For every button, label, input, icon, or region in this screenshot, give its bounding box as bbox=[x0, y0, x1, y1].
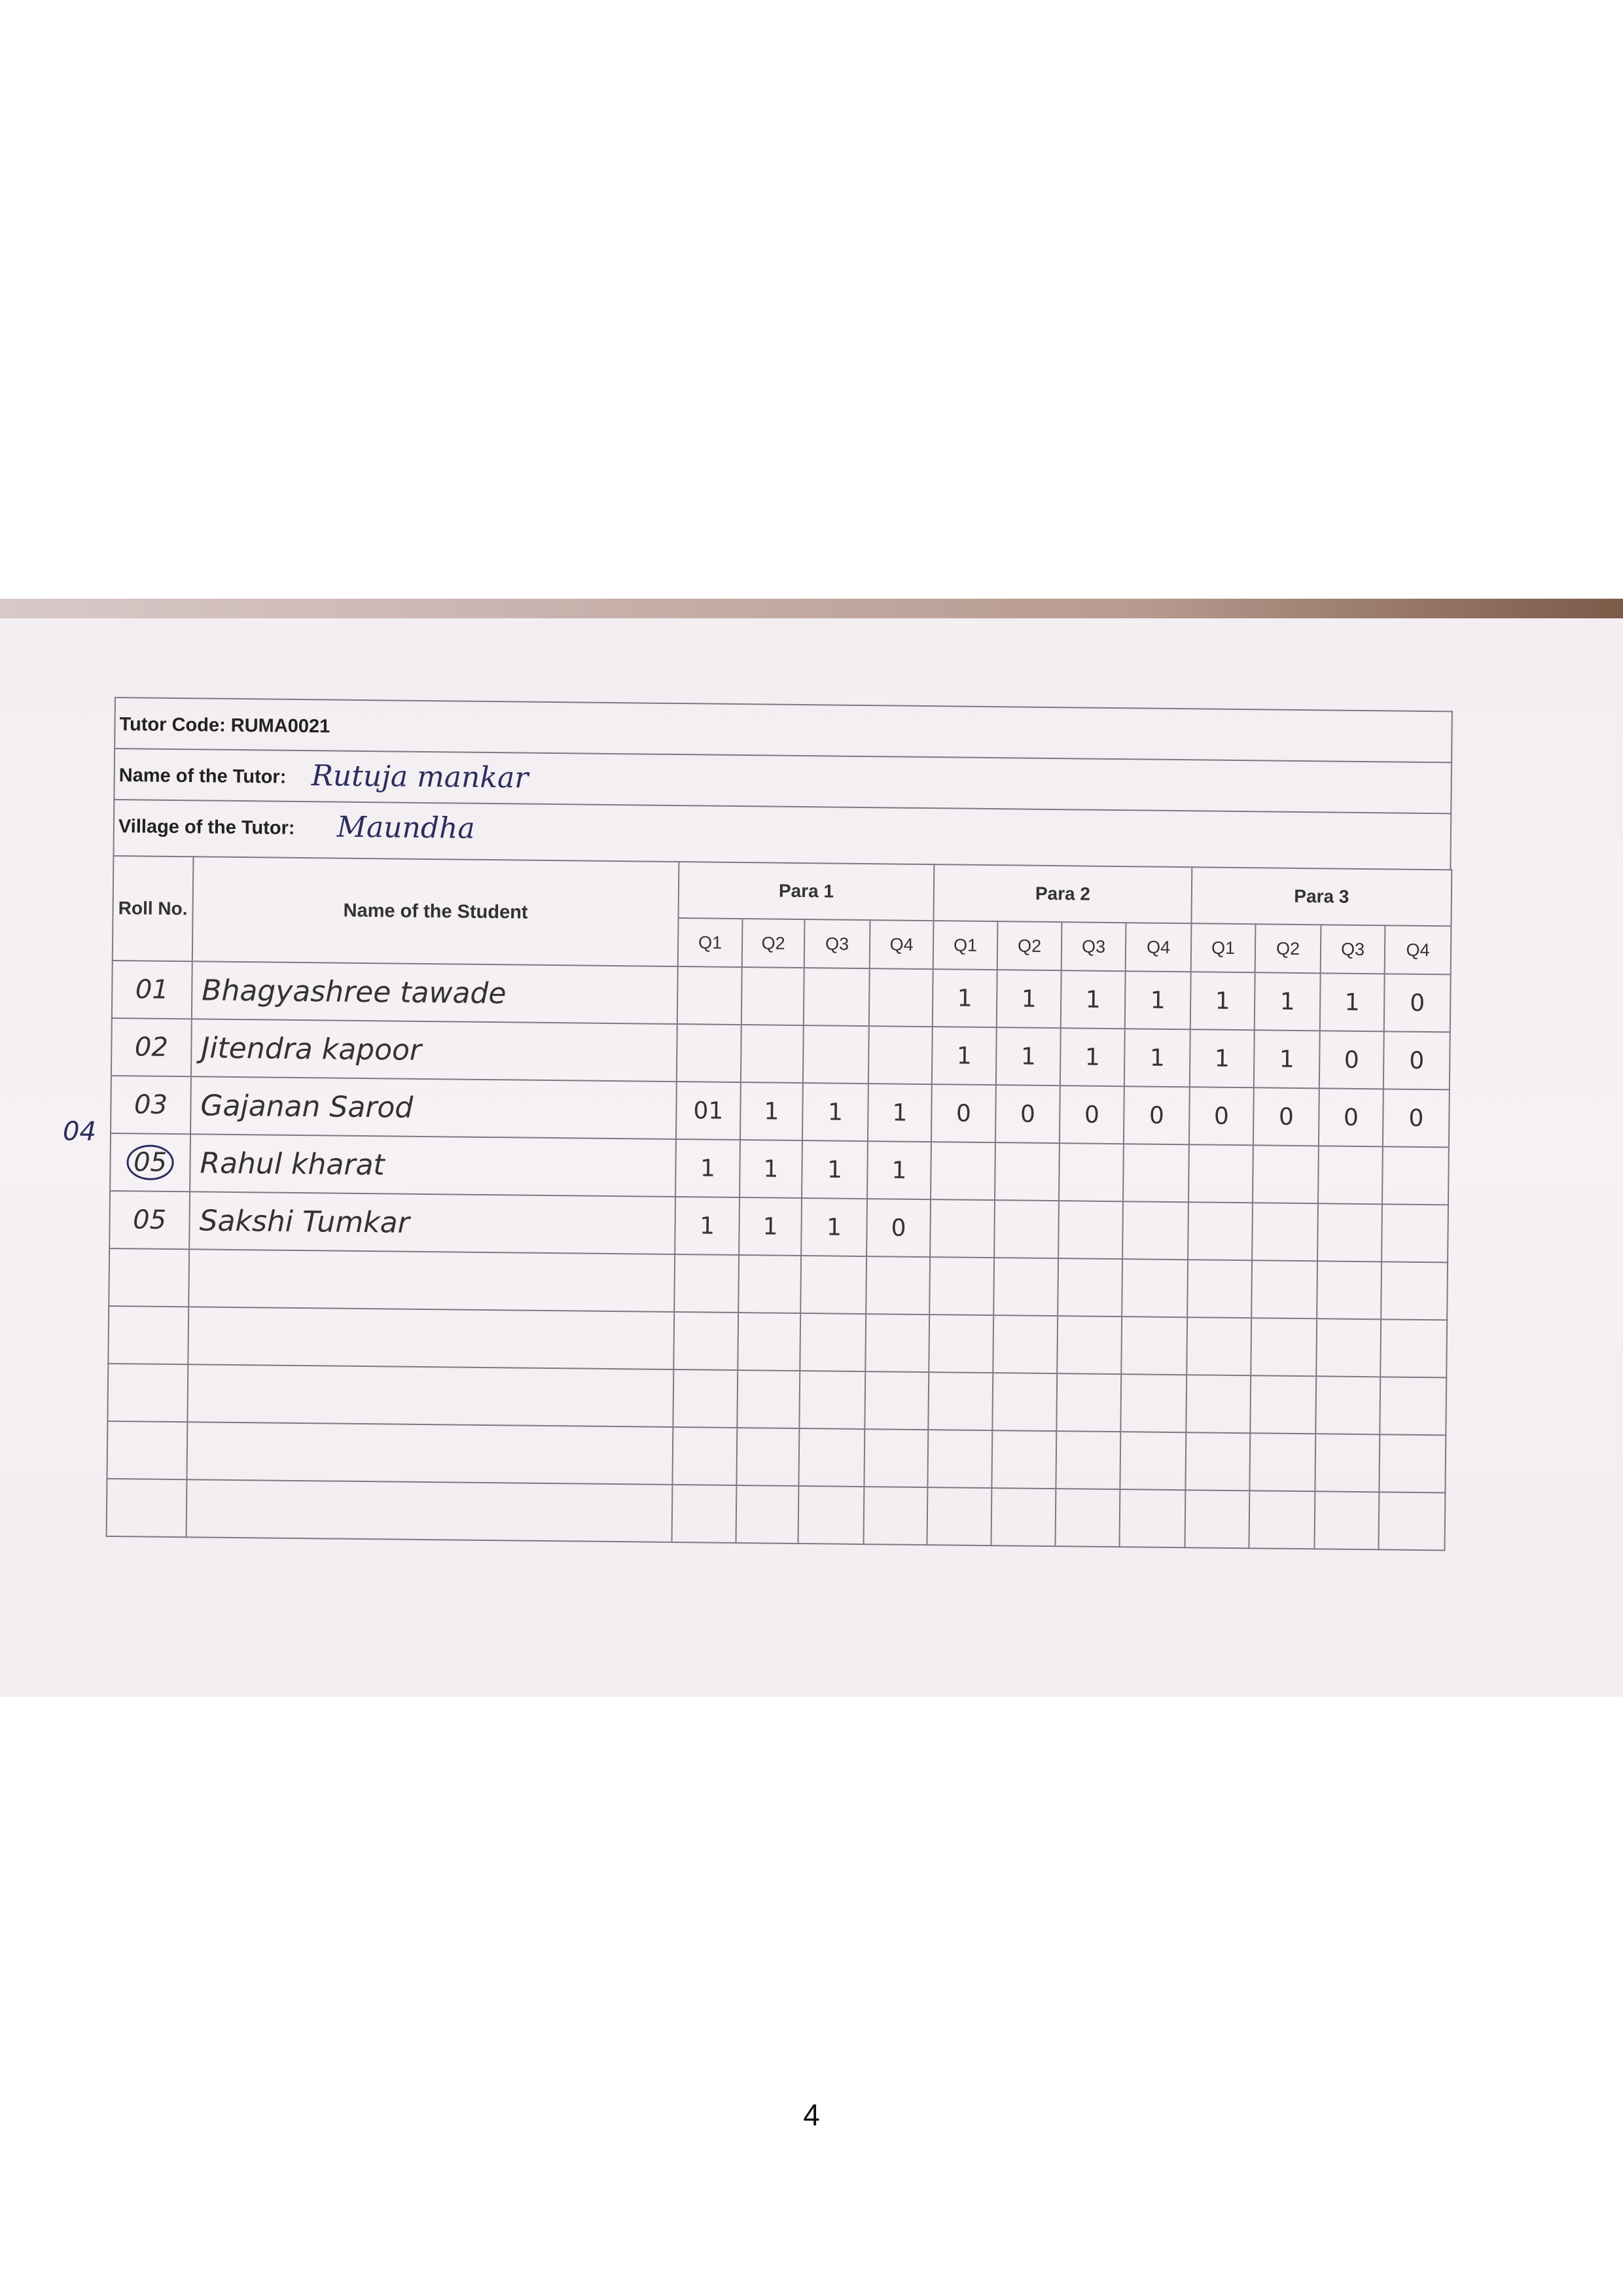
empty-cell bbox=[1120, 1374, 1186, 1432]
mark-cell bbox=[677, 966, 742, 1025]
empty-cell bbox=[866, 1256, 930, 1315]
empty-cell bbox=[736, 1485, 799, 1544]
mark-cell: 1 bbox=[802, 1140, 868, 1199]
empty-cell bbox=[800, 1256, 866, 1314]
empty-cell bbox=[991, 1430, 1056, 1489]
mark-cell: 0 bbox=[866, 1199, 931, 1257]
name-header: Name of the Student bbox=[192, 857, 679, 966]
village-value: Maundha bbox=[336, 810, 475, 845]
empty-cell bbox=[187, 1479, 673, 1542]
mark-cell: 0 bbox=[1383, 1089, 1450, 1147]
mark-cell bbox=[1059, 1143, 1124, 1201]
mark-cell: 1 bbox=[1124, 1029, 1190, 1087]
mark-cell bbox=[1318, 1146, 1383, 1204]
mark-cell: 1 bbox=[1254, 1030, 1320, 1088]
empty-cell bbox=[929, 1315, 993, 1373]
roll-number bbox=[112, 961, 192, 1019]
question-header: Q1 bbox=[678, 918, 743, 967]
mark-cell: 0 bbox=[1383, 1031, 1450, 1089]
page-number: 4 bbox=[803, 2098, 820, 2132]
empty-cell bbox=[929, 1257, 994, 1315]
para-3-header: Para 3 bbox=[1191, 867, 1452, 926]
empty-cell bbox=[188, 1249, 675, 1312]
mark-cell: 1 bbox=[740, 1140, 802, 1198]
scanned-photo bbox=[0, 599, 1623, 1697]
empty-cell bbox=[865, 1314, 929, 1372]
tutor-code-label: Tutor Code: RUMA0021 bbox=[119, 714, 330, 737]
question-header: Q2 bbox=[1255, 924, 1321, 973]
mark-cell bbox=[995, 1142, 1060, 1201]
empty-cell bbox=[736, 1428, 799, 1486]
empty-cell bbox=[1250, 1375, 1316, 1434]
empty-cell bbox=[1315, 1376, 1380, 1434]
empty-cell bbox=[108, 1306, 188, 1364]
tutor-name-value: Rutuja mankar bbox=[311, 759, 529, 795]
mark-cell bbox=[931, 1142, 995, 1200]
roll-number-value: 01 bbox=[135, 974, 169, 1005]
empty-cell bbox=[109, 1248, 189, 1307]
question-header: Q4 bbox=[870, 920, 934, 969]
empty-cell bbox=[1185, 1490, 1250, 1548]
question-header: Q1 bbox=[933, 921, 998, 970]
marks-table bbox=[106, 855, 1453, 1551]
mark-cell: 1 bbox=[996, 1027, 1061, 1086]
empty-cell bbox=[1056, 1431, 1120, 1489]
mark-cell: 0 bbox=[1319, 1031, 1384, 1089]
empty-cell bbox=[1119, 1489, 1185, 1547]
empty-cell bbox=[864, 1429, 928, 1487]
roll-number-value: 03 bbox=[134, 1089, 168, 1120]
empty-cell bbox=[1317, 1261, 1382, 1319]
mark-cell bbox=[1123, 1144, 1189, 1202]
para-2-header: Para 2 bbox=[934, 864, 1192, 923]
empty-cell bbox=[107, 1421, 187, 1479]
question-header: Q4 bbox=[1385, 925, 1452, 974]
empty-cell bbox=[928, 1372, 993, 1430]
empty-cell bbox=[1058, 1258, 1122, 1316]
mark-cell bbox=[741, 967, 804, 1025]
empty-cell bbox=[927, 1430, 992, 1488]
empty-cell bbox=[673, 1369, 738, 1428]
mark-cell bbox=[1188, 1144, 1253, 1203]
mark-cell bbox=[1188, 1202, 1253, 1260]
mark-cell bbox=[1122, 1201, 1188, 1260]
empty-cell bbox=[738, 1255, 801, 1313]
empty-cell bbox=[1379, 1434, 1446, 1492]
empty-cell bbox=[1251, 1318, 1317, 1376]
question-header: Q1 bbox=[1191, 923, 1256, 972]
mark-cell: 1 bbox=[1125, 971, 1191, 1029]
empty-cell bbox=[1381, 1262, 1448, 1320]
student-name: Jitendra kapoor bbox=[191, 1019, 677, 1082]
empty-cell bbox=[673, 1312, 738, 1370]
mark-cell bbox=[1253, 1145, 1319, 1203]
student-name: Sakshi Tumkar bbox=[189, 1192, 675, 1254]
mark-cell: 1 bbox=[933, 969, 997, 1027]
mark-cell: 1 bbox=[675, 1197, 740, 1255]
mark-cell bbox=[1252, 1203, 1318, 1261]
mark-cell: 1 bbox=[1061, 970, 1126, 1029]
question-header: Q4 bbox=[1126, 923, 1192, 972]
empty-cell bbox=[865, 1371, 929, 1430]
roll-number-value: 05 bbox=[126, 1144, 174, 1180]
mark-cell: 0 bbox=[1253, 1087, 1319, 1146]
mark-cell: 1 bbox=[1320, 973, 1385, 1031]
empty-cell bbox=[737, 1370, 800, 1428]
empty-cell bbox=[738, 1313, 800, 1371]
student-name: Rahul kharat bbox=[190, 1134, 676, 1197]
mark-cell bbox=[1382, 1204, 1448, 1262]
mark-cell bbox=[1058, 1201, 1123, 1259]
empty-cell bbox=[1314, 1491, 1379, 1549]
mark-cell: 1 bbox=[932, 1027, 997, 1085]
mark-cell: 1 bbox=[802, 1083, 868, 1141]
empty-cell bbox=[1057, 1316, 1122, 1374]
mark-cell: 1 bbox=[739, 1197, 802, 1256]
mark-cell bbox=[994, 1200, 1059, 1258]
empty-cell bbox=[107, 1479, 187, 1537]
mark-cell: 1 bbox=[1255, 972, 1321, 1031]
empty-cell bbox=[993, 1315, 1058, 1373]
mark-cell: 0 bbox=[1319, 1088, 1383, 1146]
empty-cell bbox=[187, 1422, 673, 1485]
mark-cell: 0 bbox=[1189, 1087, 1254, 1145]
empty-cell bbox=[1315, 1434, 1380, 1492]
mark-cell bbox=[803, 1025, 869, 1084]
empty-cell bbox=[187, 1364, 673, 1427]
empty-cell bbox=[992, 1373, 1057, 1431]
empty-cell bbox=[1380, 1319, 1447, 1377]
empty-cell bbox=[1186, 1375, 1251, 1433]
mark-cell: 1 bbox=[1060, 1028, 1125, 1086]
mark-cell: 1 bbox=[1190, 972, 1255, 1030]
tutor-name-label: Name of the Tutor: bbox=[118, 765, 287, 788]
roll-header: Roll No. bbox=[113, 856, 194, 961]
empty-cell bbox=[1187, 1260, 1252, 1318]
mark-cell bbox=[1382, 1146, 1449, 1205]
mark-cell: 1 bbox=[997, 970, 1061, 1028]
mark-cell bbox=[804, 968, 870, 1026]
empty-cell bbox=[1378, 1492, 1445, 1550]
empty-cell bbox=[1120, 1432, 1186, 1490]
empty-cell bbox=[1186, 1317, 1251, 1375]
mark-cell: 1 bbox=[675, 1139, 740, 1197]
roll-number-value: 05 bbox=[132, 1205, 167, 1235]
student-rows bbox=[107, 961, 1451, 1550]
empty-cell bbox=[1121, 1316, 1187, 1375]
empty-cell bbox=[1380, 1377, 1446, 1435]
mark-cell: 1 bbox=[801, 1198, 867, 1256]
para-1-header: Para 1 bbox=[679, 862, 935, 921]
mark-cell: 1 bbox=[868, 1084, 932, 1142]
empty-cell bbox=[1249, 1433, 1315, 1491]
empty-cell bbox=[1185, 1432, 1250, 1491]
empty-cell bbox=[1056, 1489, 1120, 1547]
empty-cell bbox=[1316, 1318, 1381, 1377]
empty-cell bbox=[927, 1487, 992, 1545]
empty-cell bbox=[1056, 1373, 1121, 1432]
empty-cell bbox=[1251, 1260, 1317, 1318]
mark-cell: 0 bbox=[1124, 1086, 1190, 1144]
question-header: Q3 bbox=[804, 919, 870, 968]
empty-cell bbox=[799, 1371, 865, 1429]
roll-number-value: 02 bbox=[134, 1032, 169, 1063]
question-header: Q3 bbox=[1321, 925, 1385, 974]
empty-cell bbox=[1122, 1259, 1188, 1317]
mark-cell bbox=[869, 968, 933, 1027]
roll-number bbox=[110, 1133, 190, 1192]
student-name: Gajanan Sarod bbox=[190, 1076, 677, 1139]
mark-cell bbox=[868, 1026, 933, 1084]
mark-cell: 1 bbox=[1190, 1029, 1255, 1087]
question-header: Q3 bbox=[1061, 922, 1126, 971]
question-header: Q2 bbox=[997, 921, 1062, 970]
mark-cell: 0 bbox=[1060, 1086, 1124, 1144]
empty-cell bbox=[188, 1307, 674, 1369]
mark-cell: 1 bbox=[740, 1082, 803, 1140]
empty-cell bbox=[991, 1488, 1056, 1546]
mark-cell: 0 bbox=[995, 1085, 1060, 1143]
mark-cell bbox=[677, 1024, 741, 1082]
empty-cell bbox=[798, 1428, 865, 1487]
table-surface-edge bbox=[0, 599, 1623, 618]
mark-cell: 1 bbox=[867, 1141, 931, 1199]
mark-cell bbox=[1317, 1203, 1382, 1262]
question-header: Q2 bbox=[742, 919, 805, 968]
roll-number bbox=[111, 1018, 192, 1076]
roll-number bbox=[111, 1076, 191, 1134]
mark-cell: 01 bbox=[676, 1082, 741, 1140]
empty-cell bbox=[674, 1254, 739, 1313]
roll-number bbox=[109, 1191, 190, 1249]
empty-cell bbox=[672, 1485, 737, 1543]
empty-cell bbox=[864, 1487, 928, 1545]
empty-cell bbox=[800, 1313, 866, 1371]
empty-cell bbox=[672, 1427, 737, 1485]
mark-cell: 0 bbox=[931, 1084, 996, 1142]
tutor-form-sheet bbox=[62, 697, 1459, 1607]
mark-cell bbox=[930, 1199, 995, 1258]
empty-cell bbox=[1249, 1491, 1315, 1549]
student-name: Bhagyashree tawade bbox=[192, 961, 678, 1024]
empty-cell bbox=[993, 1258, 1058, 1316]
mark-cell bbox=[741, 1025, 804, 1083]
empty-cell bbox=[798, 1486, 865, 1544]
mark-cell: 0 bbox=[1384, 974, 1451, 1032]
margin-roll-correction: 04 bbox=[62, 1116, 97, 1147]
empty-cell bbox=[107, 1364, 188, 1422]
village-label: Village of the Tutor: bbox=[118, 816, 295, 839]
